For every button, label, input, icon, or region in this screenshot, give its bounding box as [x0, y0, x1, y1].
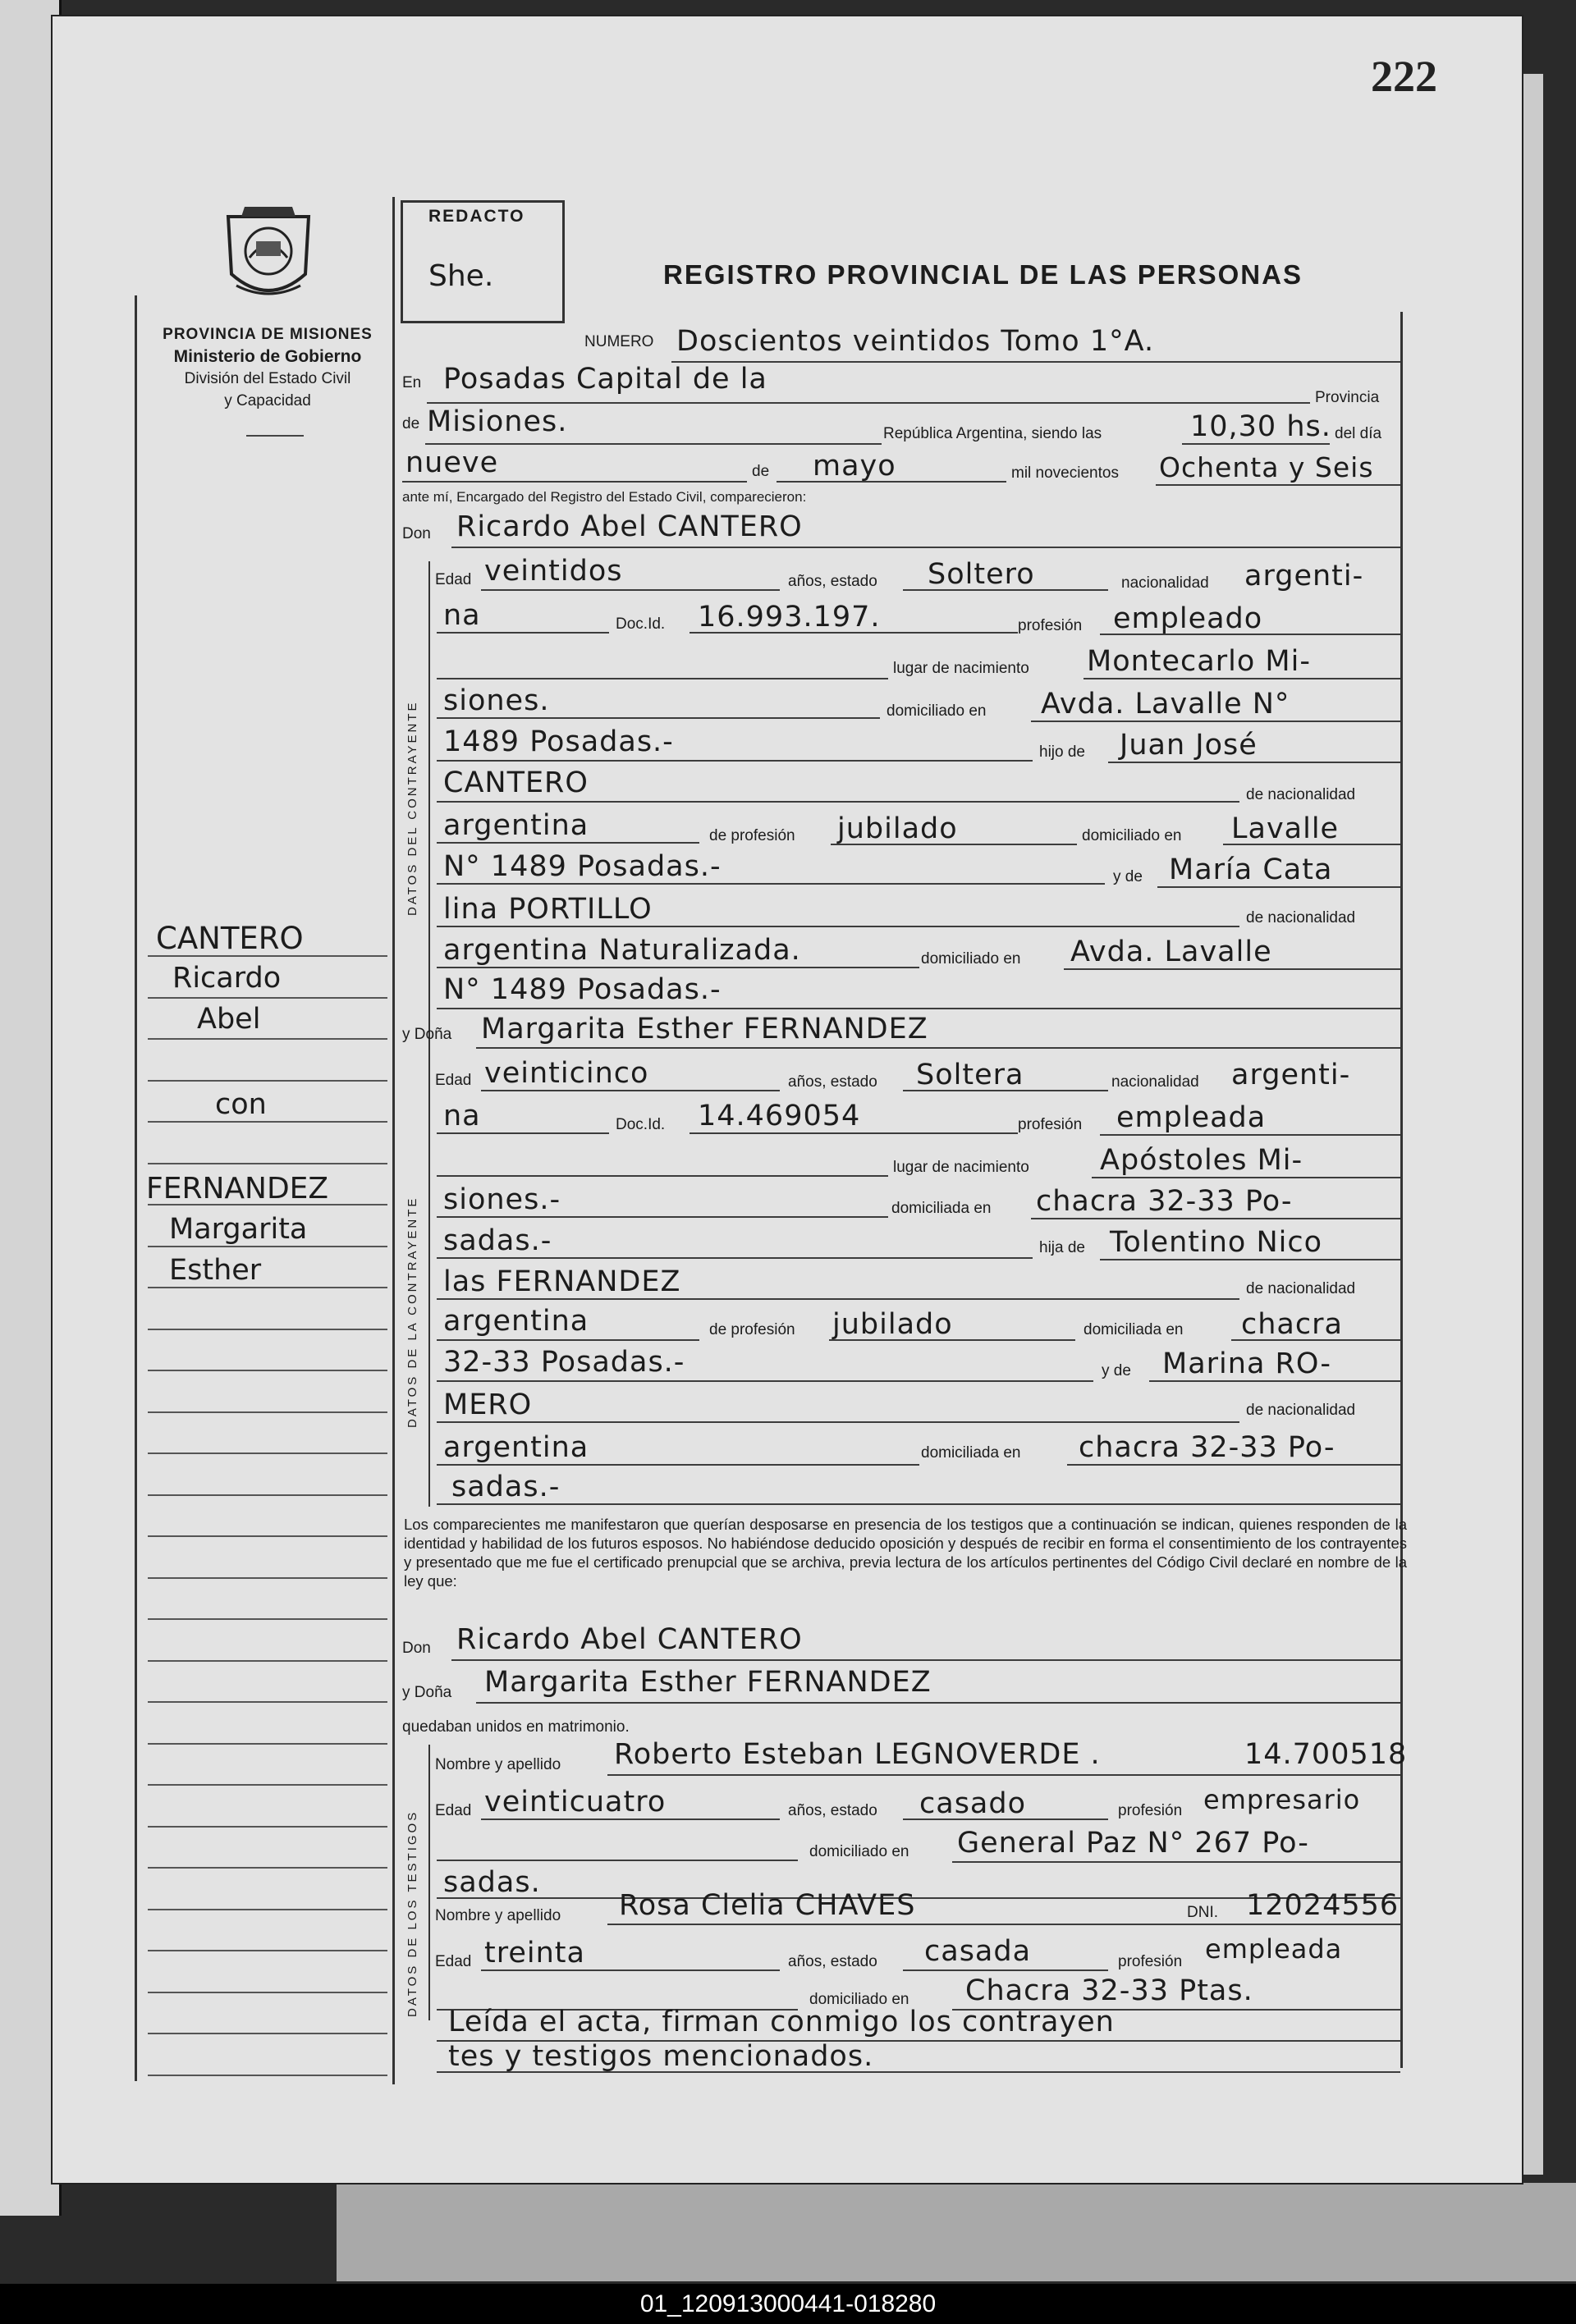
decl-quedaban: quedaban unidos en matrimonio. [402, 1718, 630, 1736]
decl-dona-label: y Doña [402, 1684, 452, 1701]
w1-name-line [607, 1774, 1400, 1776]
groom-lugar-cont-line [437, 717, 880, 719]
bride-padre-dom-label: domiciliada en [1084, 1321, 1184, 1338]
bride-padre-dom-cont-line [437, 1380, 1093, 1382]
margin-rule [148, 2033, 387, 2034]
groom-madre-line [1157, 886, 1400, 888]
w2-estado-label: años, estado [788, 1953, 877, 1970]
decl-don-line [451, 1659, 1400, 1661]
groom-dom: Avda. Lavalle N° [1041, 688, 1290, 721]
bride-name: Margarita Esther FERNANDEZ [481, 1013, 928, 1045]
dia-value: nueve [405, 446, 499, 479]
w1-name: Roberto Esteban LEGNOVERDE . [614, 1738, 1101, 1771]
margin-rule [148, 1826, 387, 1828]
anio-value: Ochenta y Seis [1159, 451, 1374, 483]
bride-lugar-label: lugar de nacimiento [893, 1159, 1029, 1176]
dia-line [402, 481, 747, 483]
document-title: REGISTRO PROVINCIAL DE LAS PERSONAS [663, 259, 1303, 290]
bride-madre-dom-label: domiciliada en [921, 1444, 1021, 1462]
book-bottom-edge [337, 2183, 1576, 2281]
groom-madre-dom: Avda. Lavalle [1070, 936, 1272, 968]
mes-value: mayo [813, 450, 896, 483]
groom-padre-nac: argentina [443, 809, 589, 842]
w1-dom-line [952, 1861, 1400, 1863]
bride-madre-dom: chacra 32-33 Po- [1079, 1431, 1335, 1464]
image-caption: 01_120913000441-018280 [0, 2284, 1576, 2324]
hora-line [1182, 443, 1330, 445]
margin-rule [148, 1950, 387, 1951]
groom-dom-label: domiciliado en [886, 702, 987, 720]
declaration-text: Los comparecientes me manifestaron que querían desposarse en presencia de los testigos que a continuación se indican, quienes responden de la identidad y habilidad de los futuros esposos. No habiéndose deducido oposición y después de recibir en forma el consentimiento de los contrayentes y presentado que me fue el certificado prenupcial que se archiva, previa lectura de los artículos pertinentes del Código Civil declaré en nombre de la ley que: [404, 1516, 1407, 1590]
groom-madre-nac: argentina Naturalizada. [443, 934, 801, 967]
provincia-label: Provincia [1315, 389, 1380, 406]
margin-rule [148, 1784, 387, 1786]
margin-bride-first: Margarita [169, 1213, 308, 1246]
decl-don-label: Don [402, 1640, 431, 1657]
bride-padre-dom-cont: 32-33 Posadas.- [443, 1346, 685, 1379]
bride-name-line [476, 1047, 1400, 1049]
groom-dom-cont-line [437, 760, 1033, 762]
groom-dom-line [1031, 721, 1400, 722]
bride-dom-cont-line [437, 1257, 1033, 1259]
groom-lugar-label: lugar de nacimiento [893, 660, 1029, 677]
w1-estado-line [903, 1818, 1108, 1820]
groom-madre-cont: lina PORTILLO [443, 893, 653, 926]
bride-lugar-cont-line [437, 1216, 888, 1218]
margin-rule [148, 1618, 387, 1620]
margin-groom-middle: Abel [197, 1003, 261, 1036]
groom-madre-nac-line [437, 967, 919, 968]
redacto-value: She. [428, 259, 494, 293]
bride-padre-dom-line [1231, 1339, 1400, 1341]
bride-estado-label: años, estado [788, 1073, 877, 1091]
groom-name: Ricardo Abel CANTERO [456, 510, 803, 543]
bride-prof-line [1100, 1134, 1400, 1136]
groom-edad: veintidos [484, 555, 623, 588]
margin-rule [148, 1701, 387, 1703]
bride-nac-label: nacionalidad [1111, 1073, 1199, 1091]
margin-rule [148, 1494, 387, 1496]
groom-padre-prof-label: de profesión [709, 827, 795, 844]
w1-dom: General Paz N° 267 Po- [957, 1827, 1309, 1860]
decl-dona-line [476, 1702, 1400, 1704]
groom-padre-dom-label: domiciliado en [1082, 827, 1182, 844]
bride-dom-label: domiciliada en [891, 1200, 992, 1217]
bride-hija-label: hija de [1039, 1239, 1085, 1256]
ante-label: ante mí, Encargado del Registro del Estado Civil, comparecieron: [402, 489, 807, 505]
w2-name-line [607, 1924, 1400, 1925]
bride-prof-label: profesión [1018, 1116, 1083, 1133]
bride-nac-line [437, 1132, 609, 1134]
bride-doc-line [690, 1132, 1018, 1134]
form-right-rule [1400, 312, 1403, 2068]
bride-padre-line [1100, 1259, 1400, 1260]
w2-dom-label: domiciliado en [809, 1991, 909, 2008]
w1-dom-pre-line [437, 1860, 798, 1861]
margin-left-rule [135, 295, 137, 2081]
org-heading [148, 323, 387, 412]
w1-dom-cont: sadas. [443, 1866, 541, 1899]
org-rule [246, 435, 304, 437]
margin-rule [148, 2075, 387, 2076]
margin-rule [148, 1370, 387, 1371]
bride-padre-prof: jubilado [832, 1308, 953, 1341]
w2-name: Rosa Clelia CHAVES [619, 1889, 916, 1922]
groom-madre-dom-line [1064, 968, 1400, 970]
groom-padre-dom-line [1223, 844, 1400, 845]
de-label: de [402, 415, 420, 432]
margin-bride-middle: Esther [169, 1254, 262, 1287]
w2-name-label: Nombre y apellido [435, 1907, 561, 1924]
margin-rule [148, 1121, 387, 1123]
bride-estado-line [903, 1090, 1108, 1091]
w2-edad-label: Edad [435, 1953, 472, 1970]
margin-rule [148, 1452, 387, 1454]
groom-prof-label: profesión [1018, 617, 1083, 634]
groom-padre-cont: CANTERO [443, 766, 589, 799]
bride-estado: Soltera [916, 1059, 1024, 1091]
witness-section-label: DATOS DE LOS TESTIGOS [405, 1809, 419, 2017]
page-number: 222 [1371, 52, 1437, 101]
margin-bride-surname: FERNANDEZ [146, 1172, 329, 1205]
groom-nac-cont: na [443, 599, 481, 632]
groom-padre-dom-cont-line [437, 883, 1105, 885]
margin-rule [148, 1992, 387, 1993]
margin-rule [148, 1577, 387, 1579]
groom-padre-nac-label: de nacionalidad [1246, 786, 1356, 803]
bride-lugar-pre-line [437, 1175, 888, 1177]
bride-lugar-cont: siones.- [443, 1183, 561, 1216]
bride-padre: Tolentino Nico [1110, 1226, 1323, 1259]
margin-groom-surname: CANTERO [156, 921, 304, 956]
margin-rule [148, 1743, 387, 1745]
groom-estado-line [903, 589, 1108, 591]
margin-rule [148, 1038, 387, 1040]
bride-dom-cont: sadas.- [443, 1224, 552, 1257]
decl-dona-name: Margarita Esther FERNANDEZ [484, 1666, 932, 1699]
groom-edad-label: Edad [435, 571, 472, 588]
bride-padre-dom: chacra [1241, 1308, 1343, 1341]
redacto-label: REDACTO [428, 207, 525, 226]
w2-dom: Chacra 32-33 Ptas. [965, 1974, 1253, 2007]
bride-section-label: DATOS DE LA CONTRAYENTE [405, 1196, 419, 1428]
groom-lugar-pre-line [437, 678, 888, 679]
w1-estado: casado [919, 1787, 1027, 1820]
en-line [427, 402, 1310, 404]
org-division: División del Estado Civil [184, 370, 351, 387]
de-line [425, 443, 882, 445]
w1-edad-line [481, 1818, 780, 1820]
groom-nac: argenti- [1244, 560, 1364, 592]
bride-madre-cont: MERO [443, 1388, 533, 1421]
w2-estado-line [903, 1969, 1108, 1971]
bride-madre-nac-line [437, 1464, 919, 1466]
bride-madre-dom-line [1067, 1464, 1400, 1466]
margin-rule [148, 1163, 387, 1164]
hora-value: 10,30 hs. [1190, 410, 1331, 443]
groom-name-line [451, 547, 1400, 548]
groom-estado: Soltero [928, 558, 1035, 591]
groom-section-label: DATOS DEL CONTRAYENTE [405, 700, 419, 916]
closing-line-2: tes y testigos mencionados. [448, 2040, 874, 2073]
w1-prof: empresario [1203, 1784, 1361, 1815]
groom-edad-line [481, 589, 780, 591]
w1-edad: veinticuatro [484, 1786, 667, 1818]
numero-line [671, 361, 1400, 363]
bride-edad: veinticinco [484, 1057, 649, 1090]
margin-con: con [215, 1088, 267, 1121]
witness-section-rule [428, 1745, 430, 2020]
w1-edad-label: Edad [435, 1802, 472, 1819]
bride-doc-label: Doc.Id. [616, 1116, 666, 1133]
del-dia-label: del día [1335, 425, 1382, 442]
bride-padre-nac-label: de nacionalidad [1246, 1280, 1356, 1297]
anio-line [1156, 484, 1400, 486]
bride-padre-nac-line [437, 1339, 699, 1341]
w1-prof-label: profesión [1118, 1802, 1183, 1819]
groom-hijo-label: hijo de [1039, 743, 1085, 761]
bride-madre-cont-line [437, 1421, 1239, 1423]
margin-groom-first: Ricardo [172, 962, 282, 995]
en-value: Posadas Capital de la [443, 363, 767, 396]
groom-lugar-cont: siones. [443, 684, 550, 717]
groom-y-de-label: y de [1113, 868, 1143, 885]
bride-madre-line [1149, 1380, 1400, 1382]
org-capacity: y Capacidad [224, 392, 311, 409]
groom-padre-nac-line [437, 842, 699, 844]
numero-value: Doscientos veintidos Tomo 1°A. [676, 325, 1155, 358]
bride-dona-label: y Doña [402, 1026, 452, 1043]
margin-rule [148, 1080, 387, 1082]
margin-rule [148, 1909, 387, 1910]
en-label: En [402, 374, 422, 391]
closing-rule-2 [437, 2071, 1400, 2073]
bride-madre-nac: argentina [443, 1431, 589, 1464]
bride-padre-cont-line [437, 1298, 1239, 1300]
w1-doc: 14.700518 [1244, 1738, 1408, 1771]
groom-prof-line [1100, 634, 1400, 635]
groom-padre-dom: Lavalle [1231, 812, 1340, 845]
groom-padre-cont-line [437, 801, 1239, 803]
bride-section-rule [428, 1064, 430, 1507]
mes-line [777, 481, 1006, 483]
org-province: PROVINCIA DE MISIONES [163, 326, 373, 343]
margin-rule [148, 1246, 387, 1247]
w2-prof-label: profesión [1118, 1953, 1183, 1970]
provincial-seal-icon [220, 200, 317, 309]
mil-label: mil novecientos [1011, 464, 1119, 482]
margin-rule [148, 1411, 387, 1413]
groom-lugar-line [1084, 678, 1400, 679]
w2-prof: empleada [1205, 1933, 1343, 1965]
w1-dom-label: domiciliado en [809, 1843, 909, 1860]
w1-name-label: Nombre y apellido [435, 1756, 561, 1773]
bride-padre-prof-label: de profesión [709, 1321, 795, 1338]
margin-rule [148, 1660, 387, 1662]
bride-padre-prof-line [829, 1339, 1075, 1341]
groom-padre-prof: jubilado [837, 812, 958, 845]
w2-doc: 12024556 [1246, 1889, 1400, 1922]
groom-nac-label: nacionalidad [1121, 574, 1209, 592]
groom-madre: María Cata [1169, 853, 1333, 886]
republica-label: República Argentina, siendo las [883, 425, 1102, 442]
de-value: Misiones. [427, 405, 568, 438]
w1-estado-label: años, estado [788, 1802, 877, 1819]
de-mes-label: de [752, 463, 770, 480]
groom-doc: 16.993.197. [698, 601, 881, 634]
bride-lugar-line [1092, 1177, 1400, 1178]
margin-right-rule [392, 197, 395, 2084]
closing-line-1: Leída el acta, firman conmigo los contrayen [448, 2006, 1115, 2038]
groom-padre: Juan José [1120, 729, 1258, 762]
margin-rule [148, 1287, 387, 1288]
groom-padre-dom-cont: N° 1489 Posadas.- [443, 850, 722, 883]
groom-estado-label: años, estado [788, 573, 877, 590]
bride-dom-line [1031, 1218, 1400, 1219]
margin-rule [148, 1535, 387, 1537]
w2-edad: treinta [484, 1937, 585, 1969]
groom-don-label: Don [402, 525, 431, 542]
bride-madre-nac-label: de nacionalidad [1246, 1402, 1356, 1419]
groom-madre-dom-cont-line [437, 1008, 1400, 1009]
margin-rule [148, 997, 387, 999]
margin-rule [148, 1867, 387, 1869]
groom-padre-prof-line [831, 844, 1077, 845]
bride-madre-dom-cont-line [437, 1503, 1400, 1505]
w2-estado: casada [924, 1935, 1032, 1968]
groom-madre-dom-label: domiciliado en [921, 950, 1021, 968]
w2-dni-label: DNI. [1187, 1904, 1218, 1921]
groom-madre-cont-line [437, 926, 1239, 927]
bride-madre-dom-cont: sadas.- [451, 1471, 561, 1503]
decl-don-name: Ricardo Abel CANTERO [456, 1623, 803, 1656]
groom-nac-line [437, 632, 609, 634]
bride-padre-nac: argentina [443, 1305, 589, 1338]
bride-dom: chacra 32-33 Po- [1036, 1185, 1293, 1218]
groom-section-rule [428, 561, 430, 1078]
w2-edad-line [481, 1969, 780, 1971]
org-ministry: Ministerio de Gobierno [173, 347, 362, 366]
bride-prof: empleada [1116, 1101, 1267, 1134]
numero-label: NUMERO [584, 333, 654, 350]
bride-edad-line [481, 1090, 780, 1091]
margin-rule [148, 1329, 387, 1330]
bride-padre-cont: las FERNANDEZ [443, 1265, 681, 1298]
bride-edad-label: Edad [435, 1072, 472, 1089]
bride-y-de-label: y de [1102, 1362, 1131, 1379]
bride-lugar: Apóstoles Mi- [1100, 1144, 1303, 1177]
groom-dom-cont: 1489 Posadas.- [443, 725, 674, 758]
groom-doc-line [690, 632, 1018, 634]
groom-padre-line [1108, 762, 1400, 763]
bride-nac-cont: na [443, 1100, 481, 1132]
groom-prof: empleado [1113, 602, 1263, 635]
bride-madre: Marina RO- [1162, 1347, 1331, 1380]
bride-nac: argenti- [1231, 1059, 1351, 1091]
bride-doc: 14.469054 [698, 1100, 861, 1132]
groom-madre-nac-label: de nacionalidad [1246, 909, 1356, 926]
groom-doc-label: Doc.Id. [616, 615, 666, 633]
groom-madre-dom-cont: N° 1489 Posadas.- [443, 973, 722, 1006]
groom-lugar: Montecarlo Mi- [1087, 645, 1311, 678]
